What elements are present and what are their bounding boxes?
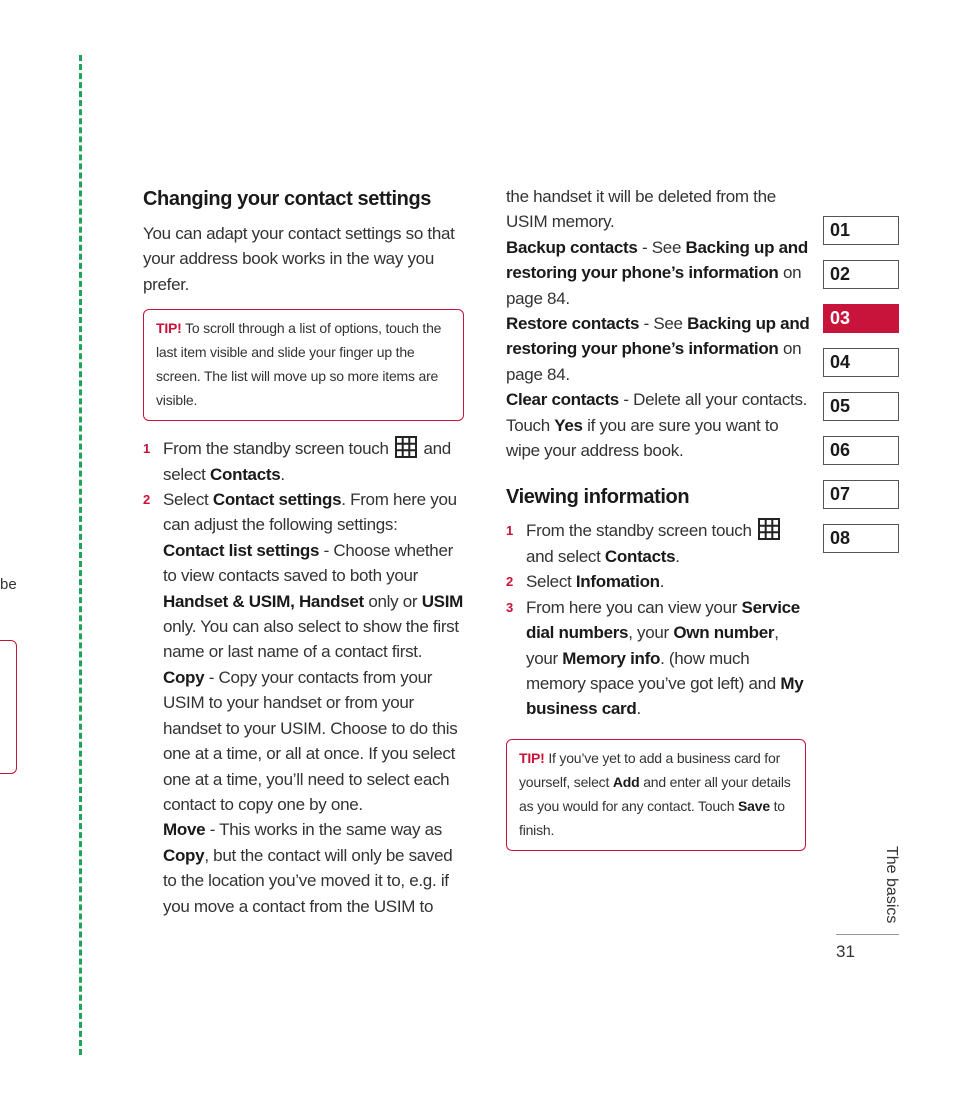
tip-box-business-card [506,739,806,851]
setting-text: - See [637,237,686,257]
step-text: . [675,546,680,566]
step-text: and select [526,546,605,566]
step-bold: Service dial numbers [526,597,800,643]
setting-label: Restore contacts [506,314,640,334]
setting-backup [506,235,810,311]
setting-text: - Choose whether to view contacts saved to both your [163,540,453,586]
step-item [506,595,810,722]
step-bold: Contacts [604,546,676,566]
chapter-tab-06[interactable]: 06 [823,436,899,465]
step-text: From here you can view your [526,597,742,617]
setting-text: if you are sure you want to wipe your address book. [506,415,779,461]
setting-move [163,817,467,919]
setting-text: on page 84. [506,339,802,384]
setting-bold: Handset & USIM, Handset [163,591,364,611]
step-number: 3 [506,599,513,615]
chapter-tab-02[interactable]: 02 [823,260,899,289]
setting-text: - See [639,314,688,334]
setting-text: , but the contact will only be saved to the location you’ve moved it to, e.g. if you move a contact from the USIM to [163,845,453,916]
step-number: 1 [506,523,513,539]
setting-text: - This works in the same way as [205,820,442,840]
setting-label: Clear contacts [506,390,619,410]
step-text: Select [526,572,576,592]
left-column [143,186,467,919]
step-bold: Infomation [575,572,660,592]
setting-clear [506,387,810,463]
viewing-information-heading: Viewing information [506,486,690,509]
step-number: 1 [143,441,150,457]
setting-restore [506,311,810,387]
chapter-tab-04[interactable]: 04 [823,348,899,377]
tip-label: TIP! [519,749,545,766]
chapter-tab-07[interactable]: 07 [823,480,899,509]
viewing-information-steps [506,518,810,721]
step-bold: Own number [673,623,775,643]
page-number-rule [836,934,899,935]
step-text: . From here you can adjust the following settings: [163,490,457,535]
step-text: . (how much memory space you’ve got left) and [526,648,781,693]
bleed-fragment-box [0,640,17,774]
setting-label: Contact list settings [163,540,320,560]
tip-text: to finish. [519,797,785,838]
step-text: From the standby screen touch [526,521,757,541]
step-item [506,569,810,594]
section-label: The basics [883,846,900,924]
step-text: From the standby screen touch [163,439,394,459]
step-number: 2 [506,574,513,590]
step-text: . [280,464,285,484]
setting-bold: Yes [554,415,583,435]
setting-copy [163,665,467,817]
chapter-tab-08[interactable]: 08 [823,524,899,553]
setting-bold: Backing up and restoring your phone’s information [506,237,808,283]
step-text: , your [526,623,779,668]
chapter-tab-03[interactable]: 03 [823,304,899,333]
tip-bold: Add [612,773,640,790]
crop-cut-line [79,55,82,1055]
step-text: , your [628,623,674,643]
setting-label: Copy [163,667,205,687]
setting-text: only. You can also select to show the first name or last name of a contact first. [163,617,459,662]
step-text: . [659,572,665,592]
setting-text: - Delete all your contacts. Touch [506,390,808,435]
bleed-fragment-text: be [0,576,17,593]
step-item [143,436,467,487]
step-item [506,518,810,569]
chapter-tab-05[interactable]: 05 [823,392,899,421]
grid-menu-icon [758,518,780,540]
contact-settings-steps [143,436,467,919]
setting-text: only or [363,591,422,611]
step-bold: Memory info [562,648,661,668]
step-bold: Contacts [210,464,281,484]
tip-bold: Save [738,797,770,814]
middle-column [506,184,810,851]
contact-settings-intro: You can adapt your contact settings so that your address book works in the way you prefer. [143,224,455,294]
step-text: and select [163,439,451,484]
move-continued-text: the handset it will be deleted from the USIM memory. [506,187,776,232]
tip-box-scroll [143,309,464,421]
setting-label: Move [163,820,206,840]
step-bold: Contact settings [212,490,342,510]
step-text: . [636,699,641,719]
step-bold: My business card [526,673,804,719]
page-number: 31 [836,942,855,961]
step-text: Select [163,490,213,510]
setting-text: on page 84. [506,263,802,308]
chapter-tab-01[interactable]: 01 [823,216,899,245]
setting-contact-list [163,538,467,665]
setting-bold: Backing up and restoring your phone’s information [506,314,810,359]
setting-label: Backup contacts [506,237,638,257]
chapter-tabs [823,216,899,568]
setting-bold: USIM [421,591,464,611]
setting-text: - Copy your contacts from your USIM to your handset or from your handset to your USIM. Choose to do this one at a time, or all at once. If you select one at a time, you’ll need to select each contact to copy one by one. [163,667,458,814]
step-number: 2 [143,492,150,508]
setting-bold: Copy [163,845,205,865]
contact-settings-heading: Changing your contact settings [143,188,432,210]
tip-text: If you’ve yet to add a business card for yourself, select [519,749,781,790]
tip-label: TIP! [156,320,182,337]
tip-text: and enter all your details as you would for any contact. Touch [519,773,791,814]
step-item [143,487,467,919]
tip-text: To scroll through a list of options, touch the last item visible and slide your finger up the screen. The list will move up so more items are visible. [156,320,442,409]
grid-menu-icon [395,436,417,458]
